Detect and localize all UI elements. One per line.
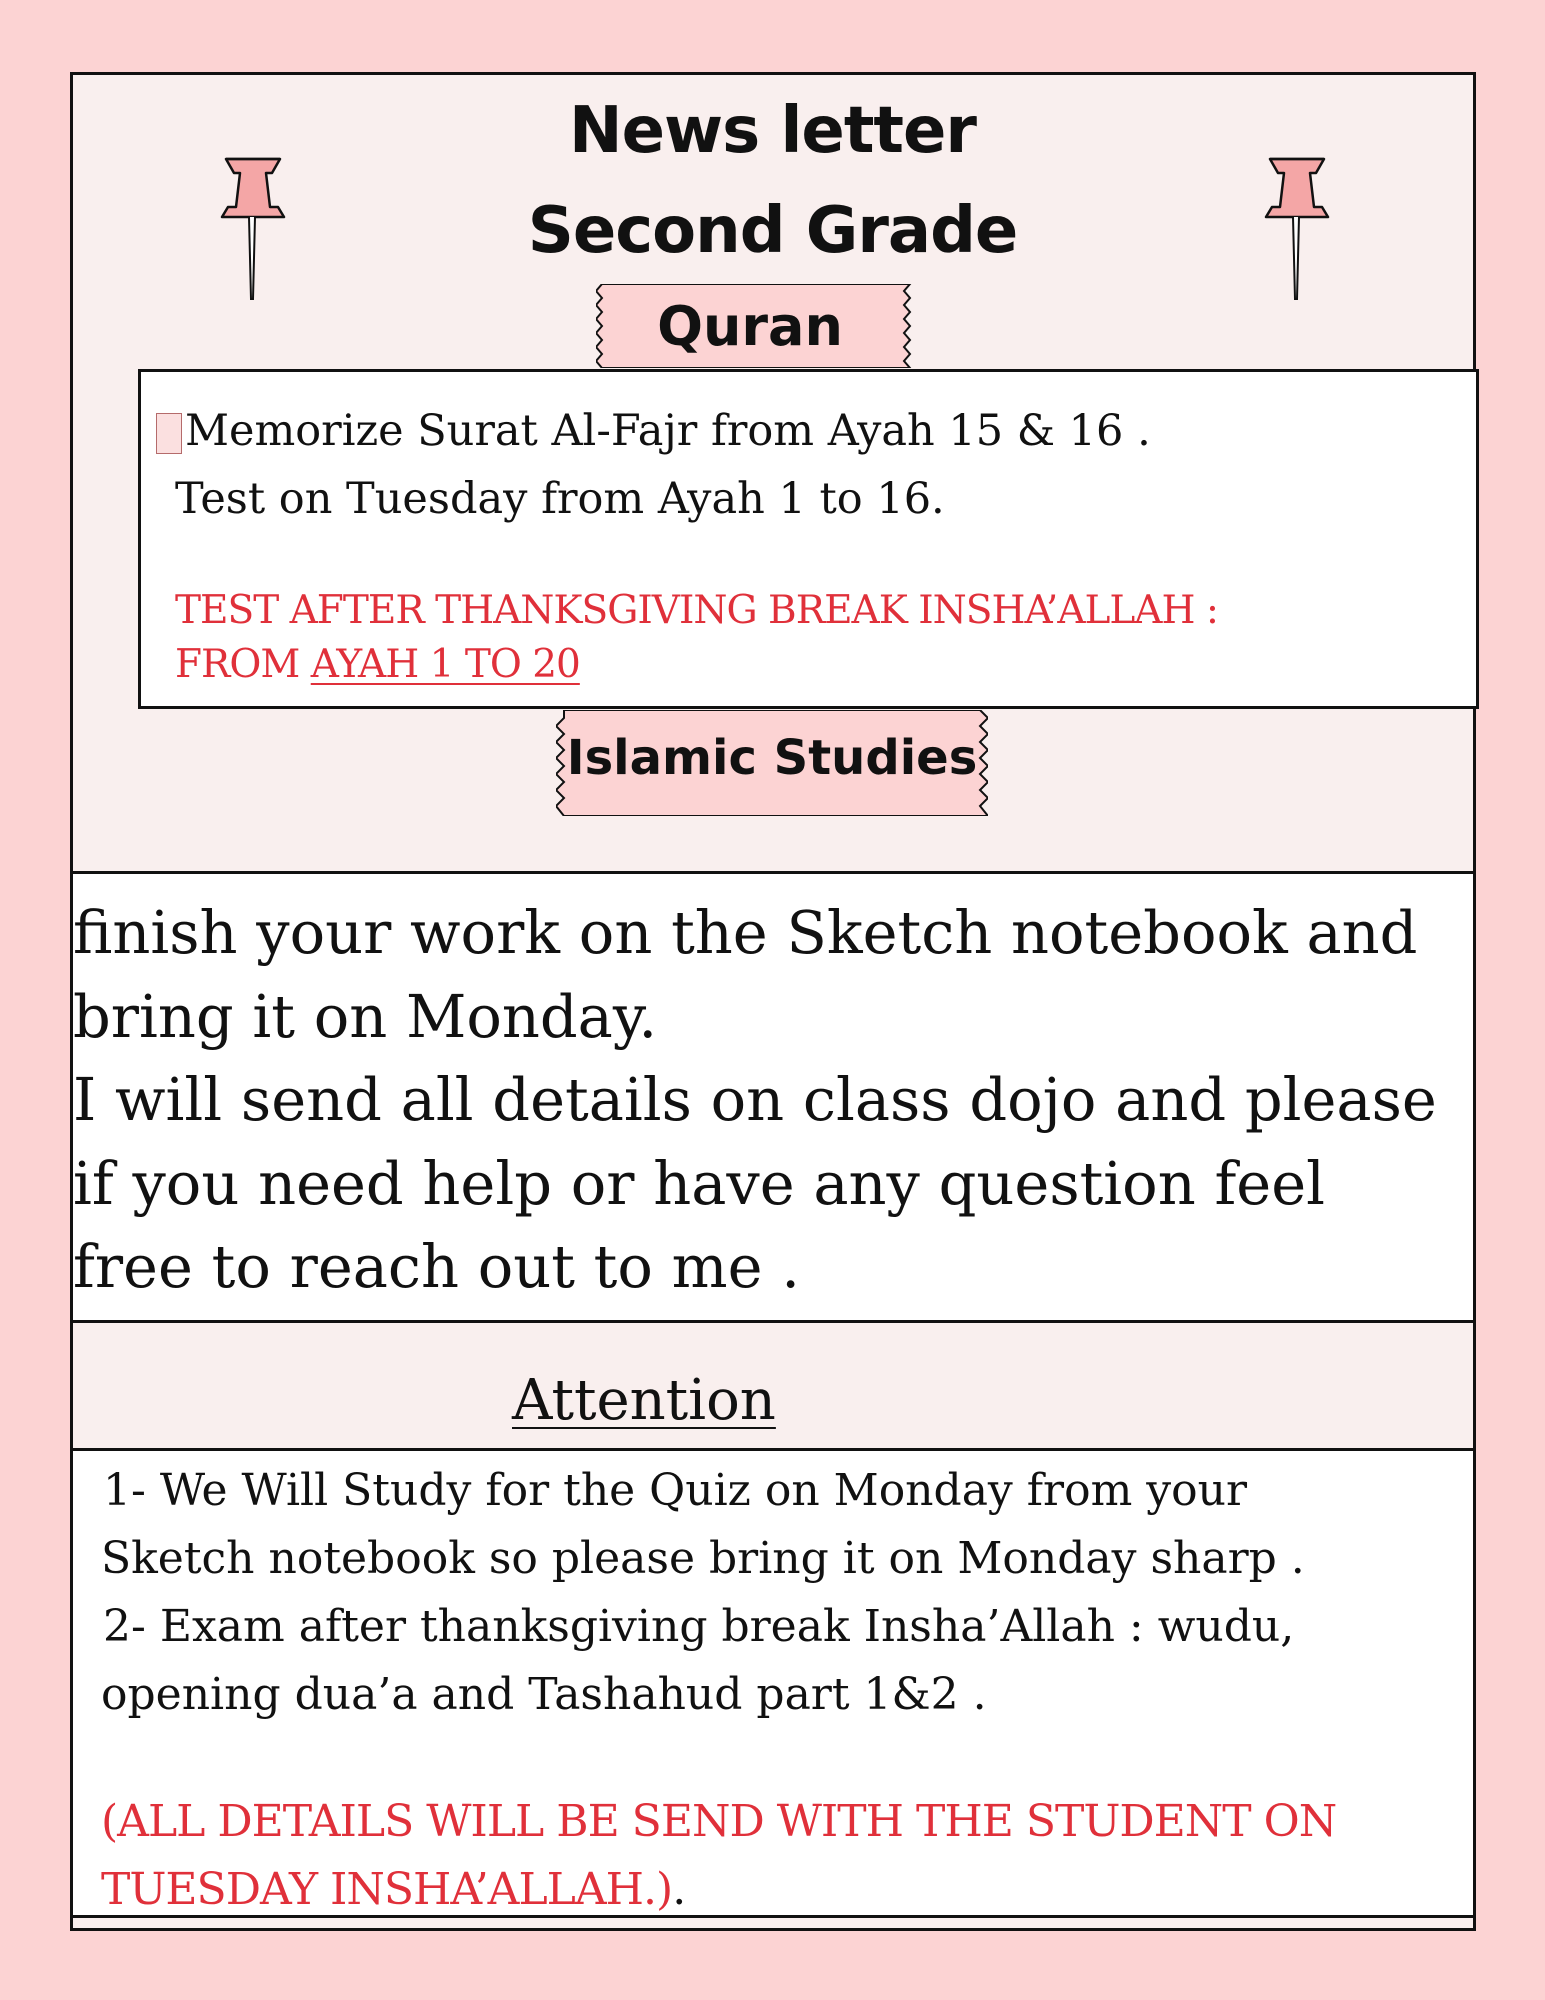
attention-item-1-line-2: Sketch notebook so please bring it on Monday sharp . — [101, 1533, 1305, 1584]
attention-notice-text: TUESDAY INSHA’ALLAH.) — [101, 1864, 673, 1915]
islamic-studies-line-2: bring it on Monday. — [73, 982, 658, 1051]
quran-line-2: Test on Tuesday from Ayah 1 to 16. — [175, 474, 945, 524]
title-line-2: Second Grade — [527, 194, 1018, 268]
attention-heading: Attention — [512, 1368, 776, 1433]
islamic-studies-box — [70, 871, 1476, 1323]
attention-item-2-line-2: opening dua’a and Tashahud part 1&2 . — [101, 1669, 987, 1720]
checkbox-icon — [156, 413, 182, 454]
attention-notice-line-1: (ALL DETAILS WILL BE SEND WITH THE STUDENT ON — [101, 1796, 1337, 1847]
quran-heading: Quran — [657, 294, 843, 358]
islamic-studies-heading: Islamic Studies — [566, 730, 978, 786]
attention-box — [70, 1448, 1476, 1918]
islamic-studies-line-5: free to reach out to me . — [73, 1232, 801, 1301]
quran-notice-ayah-range: AYAH 1 TO 20 — [310, 642, 580, 687]
attention-item-2-line-1: 2- Exam after thanksgiving break Insha’Allah : wudu, — [103, 1601, 1295, 1652]
quran-notice-line-2 — [175, 642, 580, 687]
quran-notice-line-1: TEST AFTER THANKSGIVING BREAK INSHA’ALLAH : — [175, 588, 1219, 633]
islamic-studies-line-1: finish your work on the Sketch notebook and — [73, 898, 1418, 967]
attention-notice-period: . — [672, 1864, 686, 1915]
attention-item-1-line-1: 1- We Will Study for the Quiz on Monday from your — [103, 1465, 1247, 1516]
islamic-studies-line-3: I will send all details on class dojo and please — [73, 1065, 1437, 1134]
quran-notice-prefix: FROM — [175, 642, 311, 687]
quran-box — [138, 369, 1479, 709]
islamic-studies-line-4: if you need help or have any question feel — [73, 1149, 1325, 1218]
attention-notice-line-2 — [101, 1864, 685, 1915]
islamic-studies-banner — [556, 710, 988, 816]
quran-line-1: Memorize Surat Al-Fajr from Ayah 15 & 16 . — [185, 406, 1151, 456]
push-pin-icon — [218, 155, 288, 305]
quran-banner — [596, 284, 916, 368]
title-line-1: News letter — [569, 94, 976, 168]
push-pin-icon — [1262, 155, 1332, 305]
